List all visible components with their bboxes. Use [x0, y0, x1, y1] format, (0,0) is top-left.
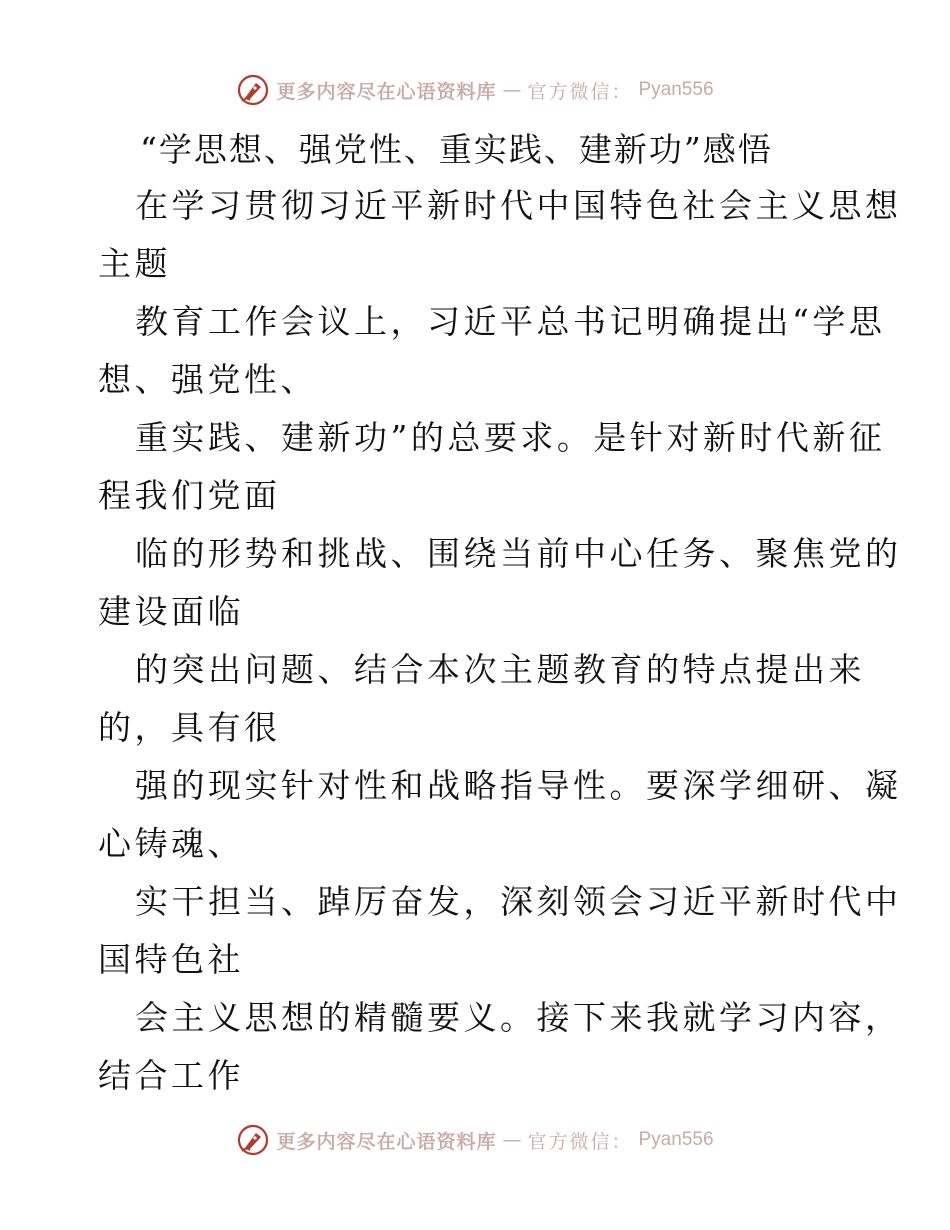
text-line: 国特色社 — [98, 940, 244, 979]
text-line: 结合工作 — [98, 1056, 244, 1095]
banner-wechat-id: Pyan556 — [638, 79, 714, 100]
text-line: 临的形势和挑战、围绕当前中心任务、聚焦党的 — [135, 534, 902, 573]
banner-wechat-label: 官方微信： — [527, 1130, 633, 1153]
banner-separator: — — [502, 1129, 522, 1151]
text-line: 在学习贯彻习近平新时代中国特色社会主义思想 — [135, 186, 902, 225]
pen-nib-circle-icon — [236, 1123, 270, 1157]
text-line: 想、强党性、 — [98, 360, 317, 399]
text-line: 的突出问题、结合本次主题教育的特点提出来 — [135, 650, 865, 689]
banner-wechat-id: Pyan556 — [638, 1129, 714, 1150]
document-title: “学思想、强党性、重实践、建新功”感悟 — [140, 130, 773, 169]
text-line: 心铸魂、 — [98, 824, 244, 863]
banner-wechat-label: 官方微信： — [527, 80, 633, 103]
pen-nib-circle-icon — [236, 73, 270, 107]
header-banner — [0, 70, 950, 110]
text-line: 会主义思想的精髓要义。接下来我就学习内容， — [135, 998, 902, 1037]
banner-separator: — — [502, 79, 522, 101]
text-line: 教育工作会议上，习近平总书记明确提出“学思 — [135, 302, 886, 341]
text-line: 程我们党面 — [98, 476, 281, 515]
text-line: 的，具有很 — [98, 708, 281, 747]
text-line: 实干担当、踔厉奋发，深刻领会习近平新时代中 — [135, 882, 902, 921]
text-line: 强的现实针对性和战略指导性。要深学细研、凝 — [135, 766, 902, 805]
footer-banner — [0, 1120, 950, 1160]
text-line: 重实践、建新功”的总要求。是针对新时代新征 — [135, 418, 886, 457]
text-line: 主题 — [98, 244, 171, 283]
banner-brand-text: 更多内容尽在心语资料库 — [276, 80, 497, 103]
text-line: 建设面临 — [98, 592, 244, 631]
banner-brand-text: 更多内容尽在心语资料库 — [276, 1130, 497, 1153]
